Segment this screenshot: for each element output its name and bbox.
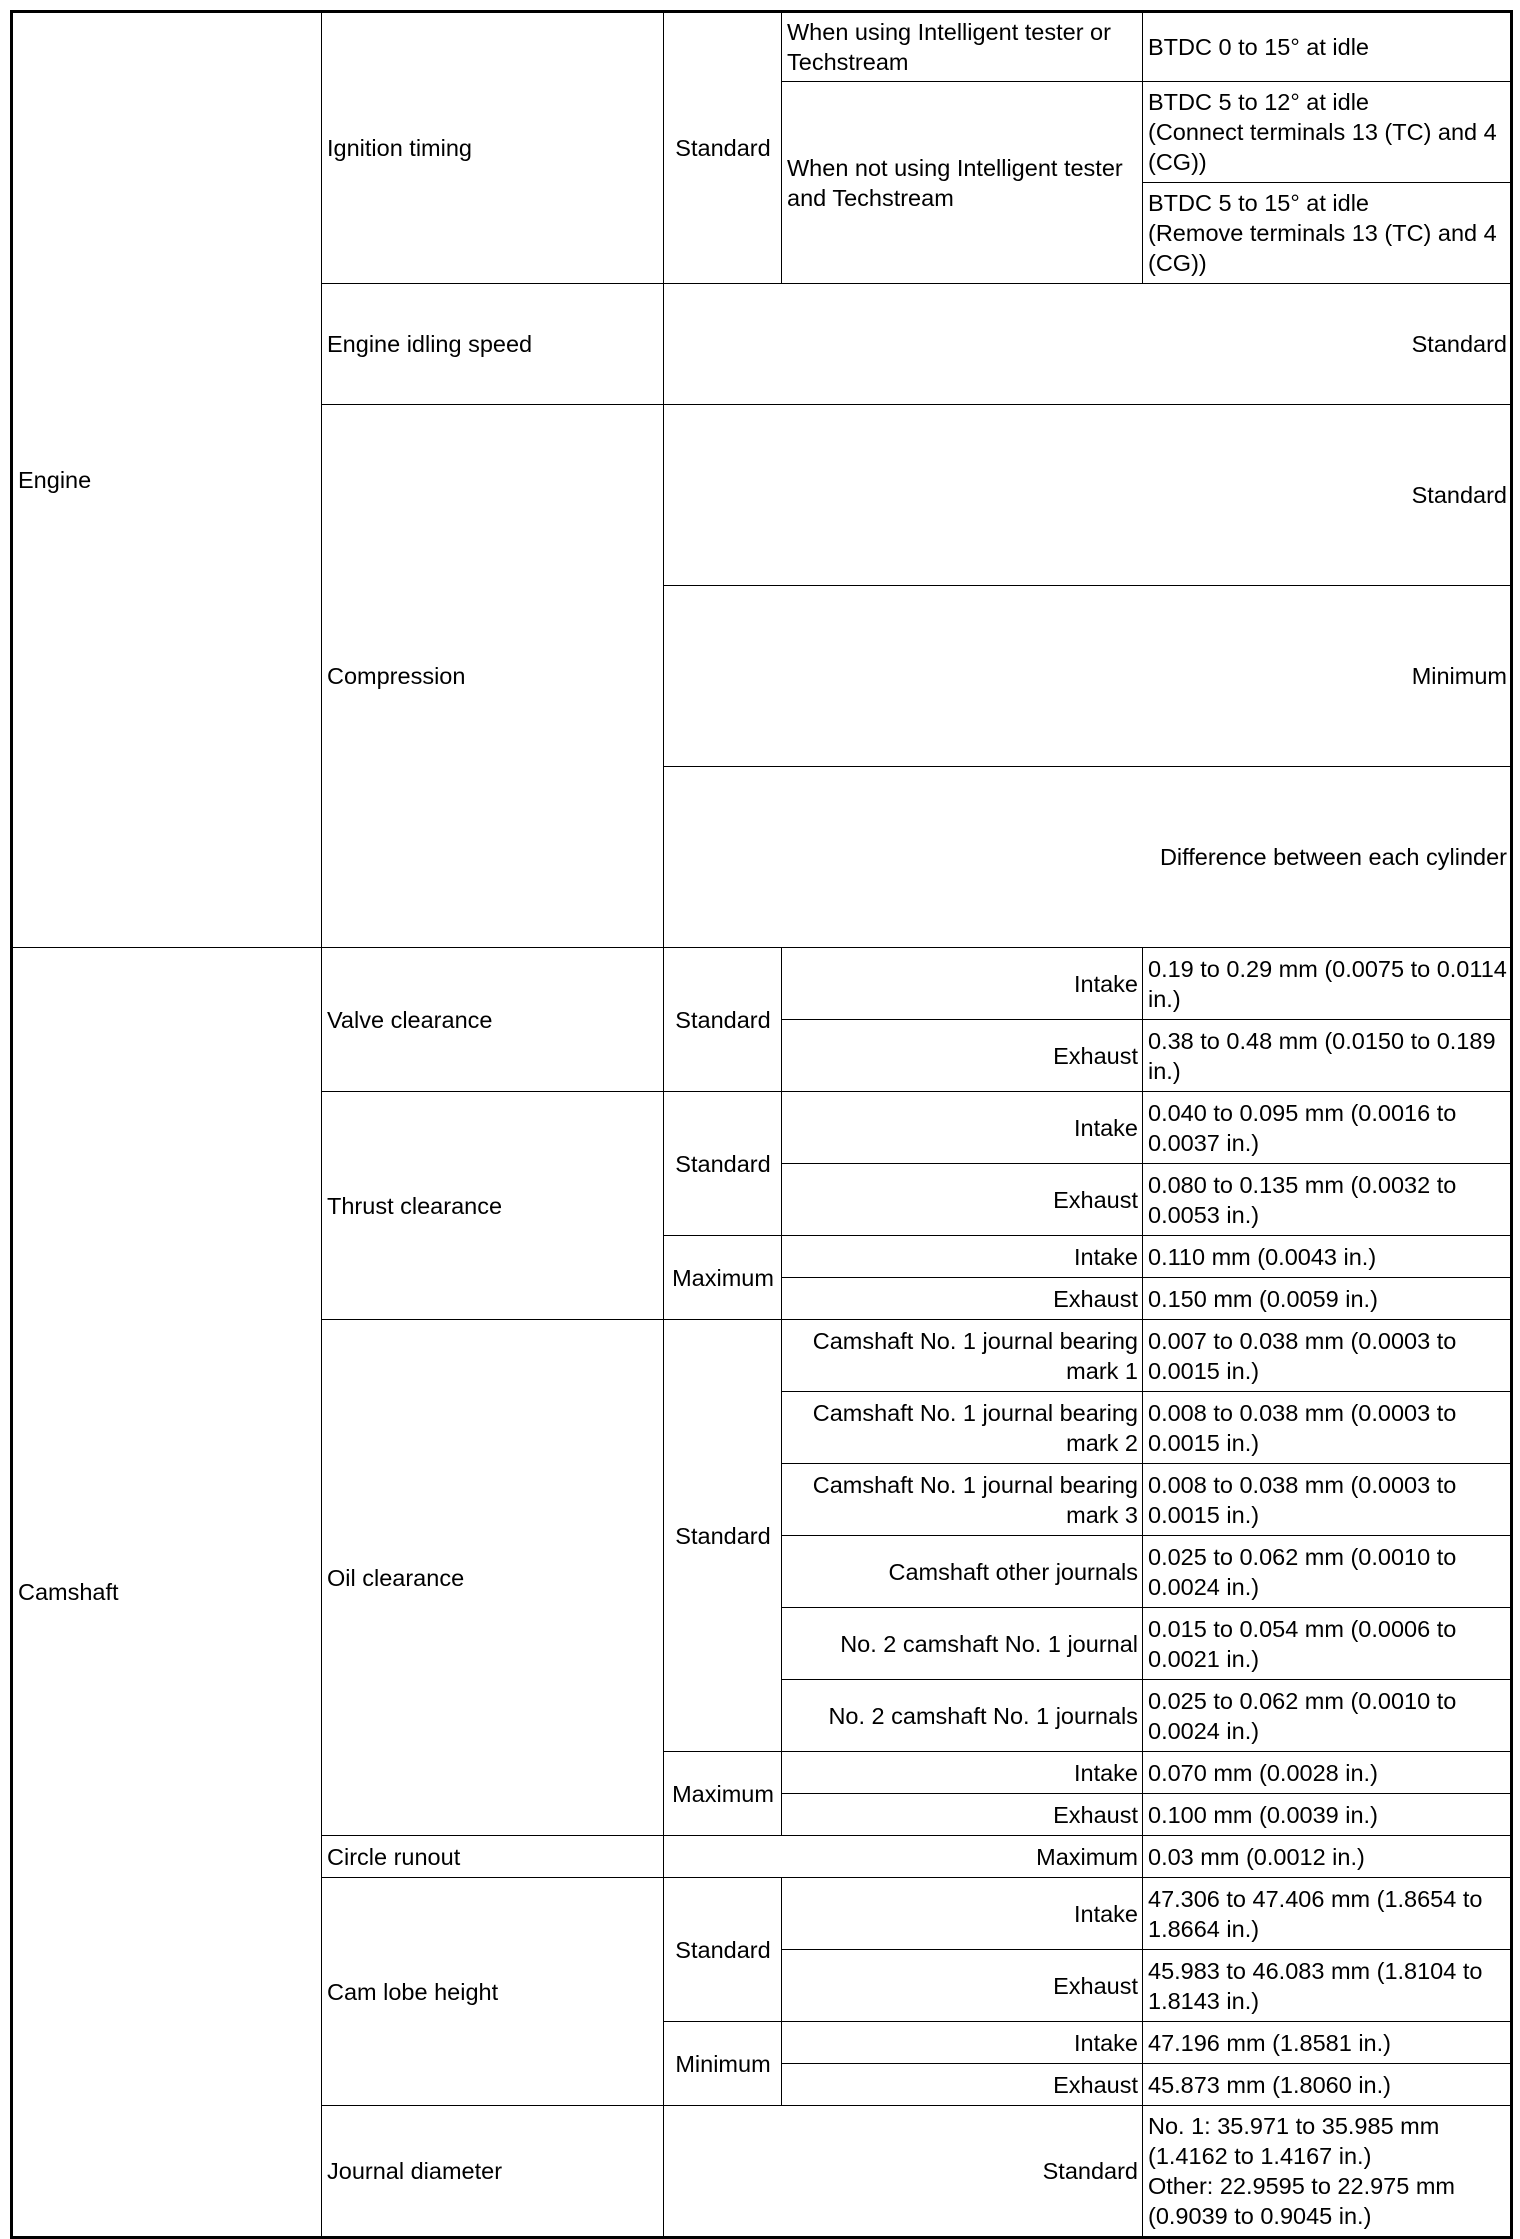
value-oil-mark2: 0.008 to 0.038 mm (0.0003 to 0.0015 in.) (1143, 1392, 1512, 1464)
condition-maximum: Maximum (664, 1236, 782, 1320)
value-line: BTDC 5 to 12° at idle (1148, 89, 1370, 115)
condition-standard: Standard (664, 12, 782, 284)
side-exhaust: Exhaust (782, 1950, 1143, 2022)
item-thrust-clearance: Thrust clearance (322, 1092, 664, 1320)
side-exhaust: Exhaust (782, 1020, 1143, 1092)
item-compression: Compression (322, 405, 664, 948)
value-ignition-using-tester: BTDC 0 to 15° at idle (1143, 12, 1512, 82)
value-line: (Connect terminals 13 (TC) and 4 (CG)) (1148, 119, 1497, 175)
journal-cam1-mark3: Camshaft No. 1 journal bearing mark 3 (782, 1464, 1143, 1536)
value-oil-cam2-no1s: 0.025 to 0.062 mm (0.0010 to 0.0024 in.) (1143, 1680, 1512, 1752)
value-line: No. 1: 35.971 to 35.985 mm (1.4162 to 1.4167 in.) (1148, 2113, 1440, 2169)
table-row (12, 948, 1512, 1020)
side-intake: Intake (782, 2022, 1143, 2064)
value-thrust-std-exhaust: 0.080 to 0.135 mm (0.0032 to 0.0053 in.) (1143, 1164, 1512, 1236)
value-line: Other: 22.9595 to 22.975 mm (0.9039 to 0.9045 in.) (1148, 2173, 1455, 2229)
item-engine-idling-speed: Engine idling speed (322, 284, 664, 405)
value-circle-runout: 0.03 mm (0.0012 in.) (1143, 1836, 1512, 1878)
condition-difference-each-cylinder: Difference between each cylinder (664, 767, 1512, 948)
side-intake: Intake (782, 1092, 1143, 1164)
condition-standard: Standard (664, 1320, 782, 1752)
table-row (12, 12, 1512, 82)
value-oil-mark1: 0.007 to 0.038 mm (0.0003 to 0.0015 in.) (1143, 1320, 1512, 1392)
item-cam-lobe-height: Cam lobe height (322, 1878, 664, 2106)
value-lobe-std-exhaust: 45.983 to 46.083 mm (1.8104 to 1.8143 in.) (1143, 1950, 1512, 2022)
side-intake: Intake (782, 1752, 1143, 1794)
item-oil-clearance: Oil clearance (322, 1320, 664, 1836)
condition-standard: Standard (664, 284, 1512, 405)
value-valve-exhaust: 0.38 to 0.48 mm (0.0150 to 0.189 in.) (1143, 1020, 1512, 1092)
side-intake: Intake (782, 948, 1143, 1020)
item-journal-diameter: Journal diameter (322, 2106, 664, 2238)
value-thrust-max-exhaust: 0.150 mm (0.0059 in.) (1143, 1278, 1512, 1320)
side-exhaust: Exhaust (782, 1164, 1143, 1236)
value-oil-max-intake: 0.070 mm (0.0028 in.) (1143, 1752, 1512, 1794)
item-valve-clearance: Valve clearance (322, 948, 664, 1092)
value-oil-mark3: 0.008 to 0.038 mm (0.0003 to 0.0015 in.) (1143, 1464, 1512, 1536)
value-thrust-max-intake: 0.110 mm (0.0043 in.) (1143, 1236, 1512, 1278)
value-oil-other: 0.025 to 0.062 mm (0.0010 to 0.0024 in.) (1143, 1536, 1512, 1608)
condition-minimum: Minimum (664, 2022, 782, 2106)
condition-standard: Standard (664, 948, 782, 1092)
journal-cam-other: Camshaft other journals (782, 1536, 1143, 1608)
side-exhaust: Exhaust (782, 1794, 1143, 1836)
condition-standard: Standard (664, 1878, 782, 2022)
value-lobe-min-intake: 47.196 mm (1.8581 in.) (1143, 2022, 1512, 2064)
condition-standard: Standard (664, 2106, 1143, 2238)
category-engine: Engine (12, 12, 322, 948)
side-intake: Intake (782, 1878, 1143, 1950)
side-exhaust: Exhaust (782, 1278, 1143, 1320)
value-ignition-remove (1143, 183, 1512, 284)
journal-cam1-mark1: Camshaft No. 1 journal bearing mark 1 (782, 1320, 1143, 1392)
value-thrust-std-intake: 0.040 to 0.095 mm (0.0016 to 0.0037 in.) (1143, 1092, 1512, 1164)
value-oil-max-exhaust: 0.100 mm (0.0039 in.) (1143, 1794, 1512, 1836)
value-journal-diameter (1143, 2106, 1512, 2238)
condition-standard: Standard (664, 1092, 782, 1236)
value-line: (Remove terminals 13 (TC) and 4 (CG)) (1148, 220, 1497, 276)
side-exhaust: Exhaust (782, 2064, 1143, 2106)
condition-not-using-tester: When not using Intelligent tester and Techstream (782, 82, 1143, 284)
value-line: BTDC 5 to 15° at idle (1148, 190, 1370, 216)
value-ignition-connect (1143, 82, 1512, 183)
item-circle-runout: Circle runout (322, 1836, 664, 1878)
condition-maximum: Maximum (664, 1752, 782, 1836)
category-camshaft: Camshaft (12, 948, 322, 2238)
journal-cam1-mark2: Camshaft No. 1 journal bearing mark 2 (782, 1392, 1143, 1464)
side-intake: Intake (782, 1236, 1143, 1278)
value-valve-intake: 0.19 to 0.29 mm (0.0075 to 0.0114 in.) (1143, 948, 1512, 1020)
condition-maximum: Maximum (664, 1836, 1143, 1878)
journal-cam2-no1s: No. 2 camshaft No. 1 journals (782, 1680, 1143, 1752)
journal-cam2-no1: No. 2 camshaft No. 1 journal (782, 1608, 1143, 1680)
specification-table (10, 10, 1513, 2239)
value-lobe-std-intake: 47.306 to 47.406 mm (1.8654 to 1.8664 in.) (1143, 1878, 1512, 1950)
value-oil-cam2-no1: 0.015 to 0.054 mm (0.0006 to 0.0021 in.) (1143, 1608, 1512, 1680)
condition-using-tester: When using Intelligent tester or Techstream (782, 12, 1143, 82)
value-lobe-min-exhaust: 45.873 mm (1.8060 in.) (1143, 2064, 1512, 2106)
condition-minimum: Minimum (664, 586, 1512, 767)
item-ignition-timing: Ignition timing (322, 12, 664, 284)
condition-standard: Standard (664, 405, 1512, 586)
